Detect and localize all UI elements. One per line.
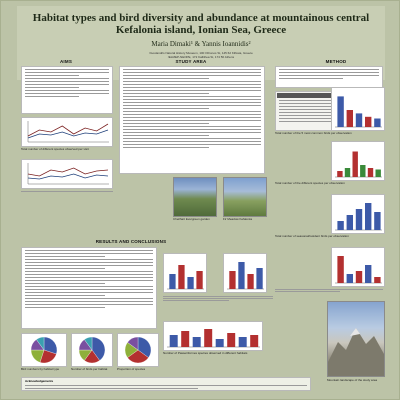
- bar: [238, 262, 244, 289]
- bar: [247, 274, 253, 289]
- bar-chart-species: [331, 141, 385, 181]
- bar: [337, 221, 343, 230]
- bar-chart-7-svg: [164, 322, 262, 350]
- bar: [170, 335, 178, 347]
- bar-chart-1-svg: [332, 88, 384, 130]
- bar: [365, 203, 371, 230]
- line-chart-species-per-visit: [21, 117, 113, 147]
- bar-chart-5-svg: [164, 254, 206, 292]
- bar: [337, 256, 343, 283]
- bar: [181, 331, 189, 347]
- results-text-box: [21, 247, 157, 329]
- bar: [365, 117, 371, 127]
- bar: [374, 119, 380, 128]
- photo-fir-meadow: [223, 177, 267, 217]
- line-chart-svg: [22, 118, 112, 146]
- mountain-silhouette: [328, 302, 384, 376]
- bar: [353, 152, 358, 178]
- bar: [187, 277, 193, 289]
- study-area-heading: STUDY AREA: [175, 59, 207, 64]
- bar: [239, 337, 247, 347]
- bar-chart-stacked: [223, 253, 267, 293]
- bar: [256, 268, 262, 289]
- title-line-2: Kefalonia island, Ionian Sea, Greece: [115, 24, 287, 36]
- bar-chart-red: [331, 247, 385, 287]
- bar-chart-4-svg: [332, 248, 384, 286]
- bar: [356, 209, 362, 230]
- pie-chart-2: [71, 333, 113, 367]
- bar-chart-1-caption: Total number of the 5 most common birds per observation: [275, 131, 352, 135]
- bar-chart-2-caption: Total number of the different species per observation: [275, 181, 345, 185]
- line-chart-2-svg: [22, 160, 112, 188]
- poster-title: [17, 6, 385, 36]
- pie-chart-2-svg: [72, 334, 112, 366]
- line-chart-caption: Total number of different species observed per visit: [21, 147, 89, 151]
- bar: [368, 168, 373, 177]
- acknowledgements-box: [21, 377, 311, 391]
- affiliation-1: ¹Goulandris Natural History Museum, 100 Othonos St, 145 62 Kifissia, Greece: [149, 51, 253, 55]
- pie-chart-1-svg: [22, 334, 66, 366]
- bar: [169, 274, 175, 289]
- photo-1-caption: Cheilhart Evergreen garden: [173, 217, 210, 221]
- acknowledgements-label: Acknowledgements: [25, 379, 54, 383]
- photo-evergreen-garden: [173, 177, 217, 217]
- bar: [250, 335, 258, 347]
- pie-1-caption: Bird numbers by habitat type: [21, 367, 60, 371]
- bar-chart-2-svg: [332, 142, 384, 180]
- line-chart-2: [21, 159, 113, 189]
- bar: [356, 271, 362, 283]
- pie-chart-3: [117, 333, 159, 367]
- authors: Maria Dimaki¹ & Yannis Ioannidis²: [151, 40, 251, 48]
- bar: [178, 265, 184, 289]
- bar: [376, 170, 381, 178]
- bar: [347, 110, 353, 127]
- bar: [193, 337, 201, 347]
- aims-text-box: [21, 66, 113, 114]
- bar: [196, 271, 202, 289]
- series-line-2: [28, 174, 108, 179]
- bar: [360, 165, 365, 177]
- bar-chart-3-svg: [332, 195, 384, 233]
- line-chart-2-caption: [21, 190, 113, 193]
- middle-chart-caption: [163, 295, 273, 302]
- aims-heading: AIMS: [59, 59, 73, 64]
- photo-2-caption: Fir Meadow Kefalonia: [223, 217, 253, 221]
- bar-chart-4-caption: [275, 288, 383, 293]
- pie-chart-3-svg: [118, 334, 158, 366]
- bar: [356, 113, 362, 127]
- bar-chart-common-birds: [331, 87, 385, 131]
- method-text-box: [275, 66, 383, 88]
- photo-3-caption: Mountain landscape of the study area: [327, 378, 378, 382]
- bar: [374, 212, 380, 230]
- bar-chart-seasonal: [331, 194, 385, 234]
- method-table: [275, 91, 339, 131]
- bar: [216, 339, 224, 347]
- bar: [229, 271, 235, 289]
- bar-chart-passeriformes: [163, 321, 263, 351]
- bar: [337, 171, 342, 177]
- bar: [347, 274, 353, 283]
- study-area-text-box: [119, 66, 265, 174]
- mountain-shape: [328, 328, 384, 376]
- pie-2-caption: Number of birds per habitat: [71, 367, 108, 371]
- passeriformes-caption: Number of Passeriformes species observed in different habitats: [163, 351, 248, 355]
- bar: [204, 329, 212, 347]
- bar-chart-6-svg: [224, 254, 266, 292]
- bar-chart-middle: [163, 253, 207, 293]
- affiliation-2: ²ELMEP-NEOPE, 172 Kallithea St, 174 56 Athens: [167, 55, 235, 59]
- pie-chart-1: [21, 333, 67, 367]
- title-line-1: Habitat types and bird diversity and abundance at mountainous central: [32, 12, 370, 24]
- bar: [347, 215, 353, 230]
- photo-mountain-landscape: [327, 301, 385, 377]
- bar: [337, 96, 343, 127]
- results-heading: RESULTS AND CONCLUSIONS: [95, 239, 167, 244]
- pie-3-caption: Proportion of species: [117, 367, 146, 371]
- bar: [374, 277, 380, 283]
- bar: [345, 168, 350, 177]
- bar-chart-3-caption: Total number of seasonal/resident birds per observation: [275, 234, 349, 238]
- bar: [365, 265, 371, 283]
- method-heading: METHOD: [325, 59, 347, 64]
- bar: [227, 333, 235, 347]
